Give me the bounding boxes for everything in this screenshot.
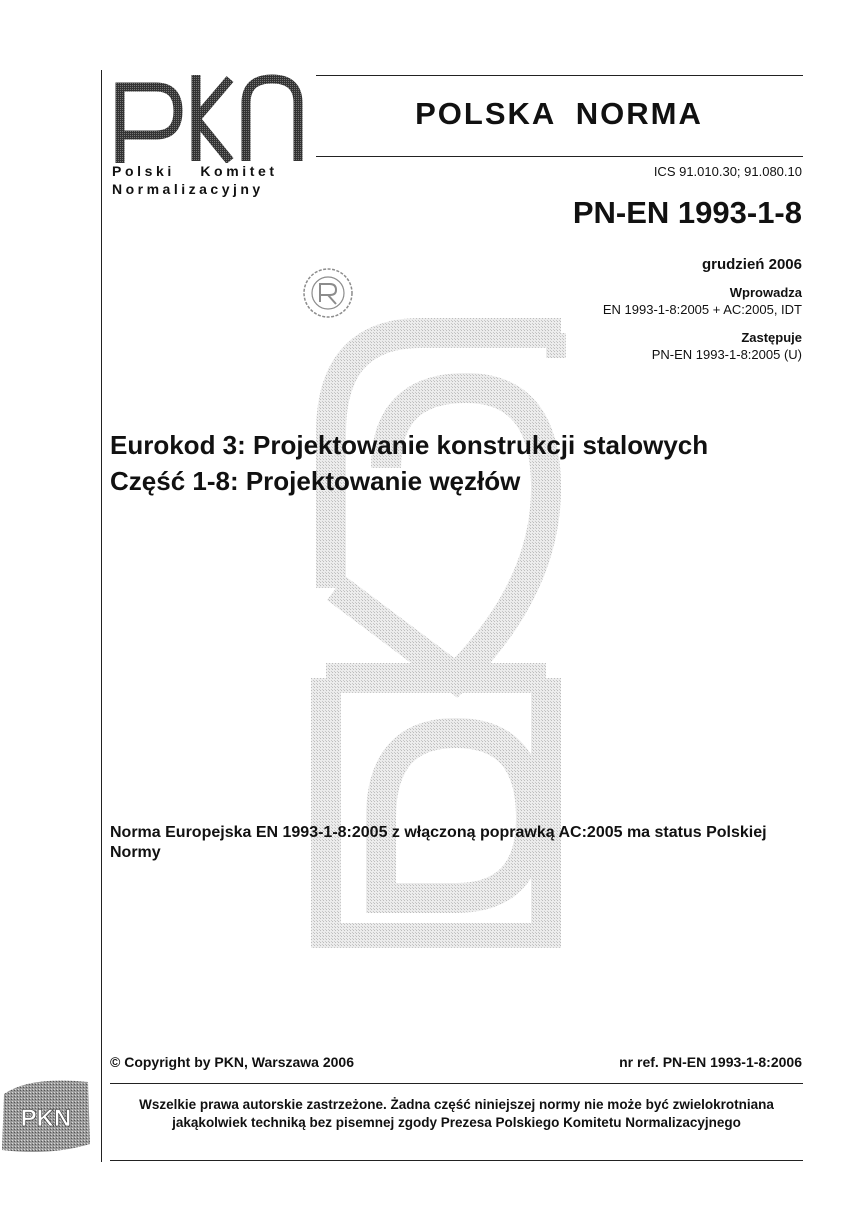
title-line-1: Eurokod 3: Projektowanie konstrukcji stalowych <box>110 430 709 460</box>
replaces-label: Zastępuje <box>741 330 802 345</box>
footer-rule-top <box>110 1083 803 1084</box>
publication-date: grudzień 2006 <box>701 256 802 273</box>
pkn-logo <box>112 73 308 163</box>
rights-notice: Wszelkie prawa autorskie zastrzeżone. Żadna część niniejszej normy nie może być zwielokrotniana jakąkolwiek techniką bez pisemnej zgody Prezesa Polskiego Komitetu Normalizacyjnego <box>139 1097 774 1130</box>
stamp-text: PKN <box>20 1105 72 1132</box>
top-rule <box>316 75 803 76</box>
reference-number: nr ref. PN-EN 1993-1-8:2006 <box>619 1054 802 1070</box>
introduces-label: Wprowadza <box>729 285 802 300</box>
title-line-2: Część 1-8: Projektowanie węzłów <box>110 466 521 496</box>
status-statement: Norma Europejska EN 1993-1-8:2005 z włączoną poprawką AC:2005 ma status Polskiej Normy <box>110 824 767 861</box>
doc-type-heading: POLSKA NORMA <box>415 96 703 131</box>
copyright: © Copyright by PKN, Warszawa 2006 <box>110 1054 354 1070</box>
registration-mark <box>296 262 366 324</box>
footer-rule-bottom <box>110 1160 803 1161</box>
introduces-value: EN 1993-1-8:2005 + AC:2005, IDT <box>602 302 802 317</box>
organization-name <box>112 162 278 198</box>
left-margin-rule <box>101 70 102 1162</box>
org-line-2: Normalizacyjny <box>112 181 264 197</box>
ics-codes: ICS 91.010.30; 91.080.10 <box>653 164 802 179</box>
header-rule <box>316 156 803 157</box>
pkn-stamp <box>0 1074 92 1156</box>
replaces-value: PN-EN 1993-1-8:2005 (U) <box>651 347 802 362</box>
org-line-1: Polski Komitet <box>112 163 278 179</box>
standard-number: PN-EN 1993-1-8 <box>572 195 802 230</box>
